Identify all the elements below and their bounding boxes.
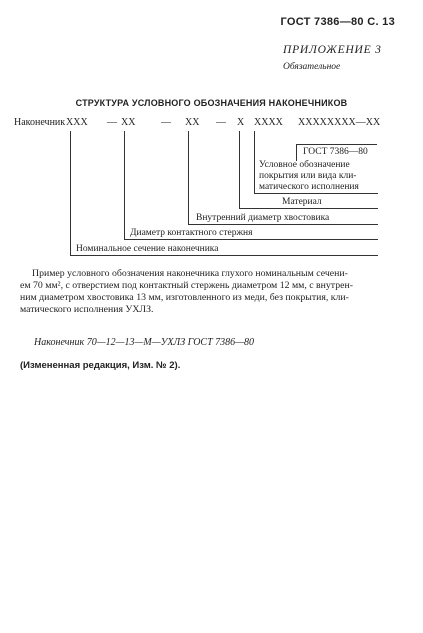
example-paragraph xyxy=(20,268,378,316)
coating-label-line-1: Условное обозначение xyxy=(259,160,350,170)
code-part-material: Х xyxy=(237,117,245,128)
example-line-3: ним диаметром хвостовика 13 мм, изготовленного из меди, без покрытия, кли- xyxy=(20,292,349,303)
example-line-4: матического исполнения УХЛЗ. xyxy=(20,304,154,315)
material-vline xyxy=(239,131,240,208)
nominal-section-label: Номинальное сечение наконечника xyxy=(76,244,219,254)
inner-vline xyxy=(188,131,189,224)
inner-diameter-label: Внутренний диаметр хвостовика xyxy=(196,213,330,223)
code-part-inner: ХХ xyxy=(185,117,200,128)
example-line-2: ем 70 мм², с отверстием под контактный стержень диаметром 12 мм, с внутрен- xyxy=(20,280,353,291)
code-dash-3: — xyxy=(216,117,226,128)
code-dash-1: — xyxy=(107,117,117,128)
section-vline xyxy=(70,131,71,255)
contact-diameter-label: Диаметр контактного стержня xyxy=(130,228,253,238)
inner-hline xyxy=(188,224,378,225)
change-note: (Измененная редакция, Изм. № 2). xyxy=(20,360,181,371)
appendix-title: ПРИЛОЖЕНИЕ 3 xyxy=(283,44,382,56)
code-dash-2: — xyxy=(161,117,171,128)
standard-box xyxy=(296,144,377,161)
material-label: Материал xyxy=(282,197,322,207)
contact-vline xyxy=(124,131,125,239)
code-part-coating: ХХХХ xyxy=(254,117,283,128)
standard-label: ГОСТ 7386—80 xyxy=(303,147,368,157)
code-part-standard: ХХХХХХХХ—ХХ xyxy=(298,117,381,128)
coating-label-line-2: покрытия или вида кли- xyxy=(259,171,357,181)
structure-title: СТРУКТУРА УСЛОВНОГО ОБОЗНАЧЕНИЯ НАКОНЕЧНИКОВ xyxy=(75,98,348,108)
coating-hline xyxy=(254,193,378,194)
code-part-contact: ХХ xyxy=(121,117,136,128)
appendix-status: Обязательное xyxy=(283,62,341,72)
coating-label-line-3: матического исполнения xyxy=(259,182,359,192)
contact-hline xyxy=(124,239,378,240)
example-line-1: Пример условного обозначения наконечника глухого номинальным сечени- xyxy=(32,268,348,279)
coating-vline xyxy=(254,131,255,193)
material-hline xyxy=(239,208,378,209)
example-code: Наконечник 70—12—13—М—УХЛЗ ГОСТ 7386—80 xyxy=(34,337,255,348)
coating-label xyxy=(259,160,375,193)
page-reference: ГОСТ 7386—80 С. 13 xyxy=(280,16,395,28)
code-word: Наконечник xyxy=(14,117,66,128)
code-part-section: ХХХ xyxy=(66,117,88,128)
section-hline xyxy=(70,255,378,256)
